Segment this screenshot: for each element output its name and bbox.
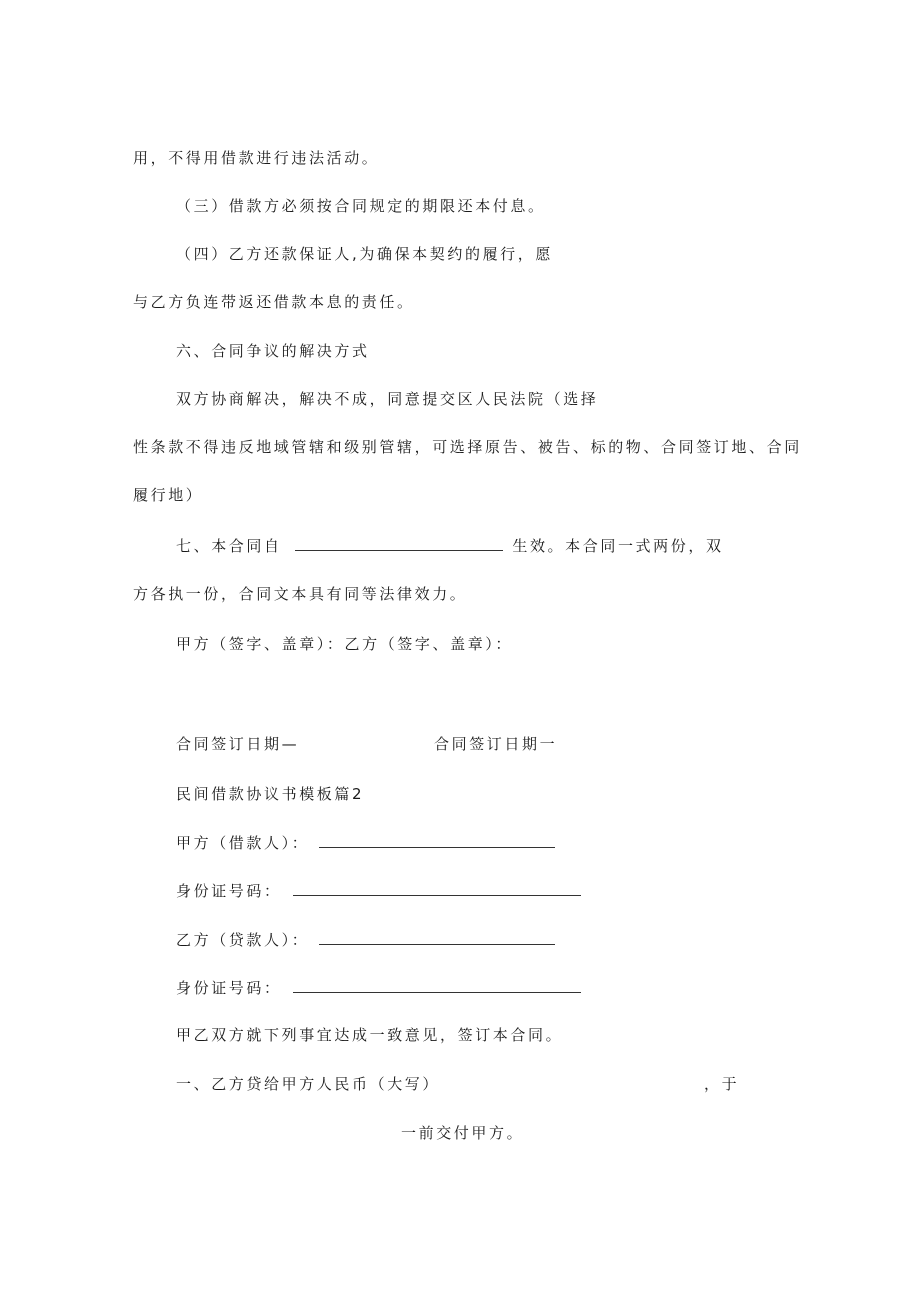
section-7-line [176, 535, 724, 556]
party-a-line [176, 832, 555, 853]
signature-line: 甲方（签字、盖章）：乙方（签字、盖章）： [176, 635, 514, 653]
clause-1-text-b: ，于 [704, 1075, 740, 1093]
agreement-line: 甲乙双方就下列事宜达成一致意见，签订本合同。 [176, 1026, 564, 1044]
id-number-blank-a [293, 880, 581, 896]
clause-1-text-a: 一、乙方贷给甲方人民币（大写） [176, 1075, 441, 1093]
section-6-heading: 六、合同争议的解决方式 [176, 342, 370, 360]
clause-3-line: （三）借款方必须按合同规定的期限还本付息。 [176, 197, 546, 215]
party-b-label: 乙方（贷款人）： [176, 931, 310, 949]
paragraph-line: 方各执一份，合同文本具有同等法律效力。 [133, 585, 468, 603]
delivery-line: 一前交付甲方。 [401, 1124, 525, 1142]
section-7-text-b: 生效。本合同一式两份，双 [512, 537, 724, 555]
id-number-label-a: 身份证号码： [176, 882, 282, 900]
party-b-line [176, 929, 555, 950]
id-number-line-a [176, 880, 581, 901]
id-number-line-b [176, 977, 581, 998]
party-a-label: 甲方（借款人）： [176, 834, 310, 852]
signing-date-b: 合同签订日期一 [434, 735, 558, 753]
template-title: 民间借款协议书模板篇2 [176, 785, 365, 803]
id-number-label-b: 身份证号码： [176, 979, 282, 997]
id-number-blank-b [293, 977, 581, 993]
dispute-resolution-line: 双方协商解决，解决不成，同意提交区人民法院（选择 [176, 390, 599, 408]
party-a-blank [319, 832, 555, 848]
section-7-text-a: 七、本合同自 [176, 537, 282, 555]
party-b-blank [319, 929, 555, 945]
paragraph-line: 用，不得用借款进行违法活动。 [133, 149, 380, 167]
clause-4-line: （四）乙方还款保证人,为确保本契约的履行，愿 [176, 245, 553, 263]
paragraph-line: 性条款不得违反地域管辖和级别管辖，可选择原告、被告、标的物、合同签订地、合同 [133, 438, 802, 456]
effective-date-blank [295, 535, 503, 551]
paragraph-line: 与乙方负连带返还借款本息的责任。 [133, 293, 415, 311]
paragraph-line: 履行地） [133, 486, 204, 504]
signing-date-a: 合同签订日期— [176, 735, 300, 753]
